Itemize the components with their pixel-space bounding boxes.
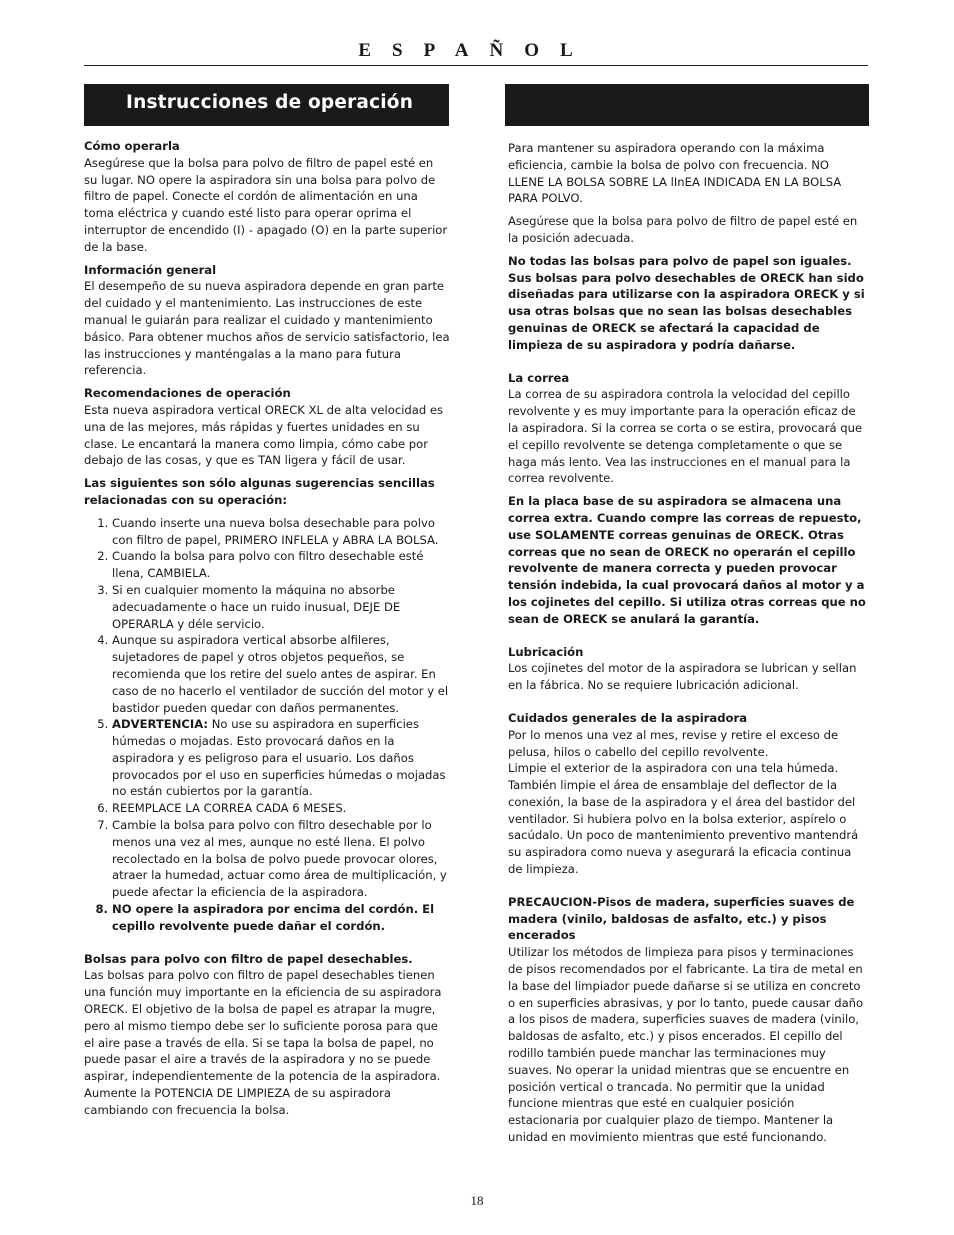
paragraph: Los cojinetes del motor de la aspiradora se lubrican y sellan en la fábrica. No se requiere lubricación adicional. xyxy=(508,661,857,693)
paragraph: Por lo menos una vez al mes, revise y retire el exceso de pelusa, hilos o cabello del cepillo revolvente. xyxy=(508,727,839,759)
heading-cuidados: Cuidados generales de la aspiradora xyxy=(508,710,748,725)
heading-recomendaciones: Recomendaciones de operación xyxy=(84,386,291,401)
list-item xyxy=(112,716,450,800)
paragraph: Para mantener su aspiradora operando con la máxima eficiencia, cambie la bolsa de polvo con frecuencia. NO LLENE LA BOLSA SOBRE LA lInEA INDICADA EN LA BOLSA PARA POLVO. xyxy=(508,141,842,206)
right-column xyxy=(508,140,868,1146)
heading-informacion-general: Información general xyxy=(84,262,217,277)
paragraph: La correa de su aspiradora controla la velocidad del cepillo revolvente y es muy importante para la operación eficaz de la aspiradora. Si la correa se corta o se estira, provocará que el cepillo revolvente se detenga completamente o que se haga más lento. Vea las instrucciones en el manual para la correa revolvente. xyxy=(508,387,863,486)
list-item: 7. Cambie la bolsa para polvo con filtro desechable por lo menos una vez al mes, aunque no esté llena. El polvo recolectado en la bolsa de polvo puede provocar olores, atraer la humedad, actuar como área de multiplicación, y puede afectar la eficiencia de la aspiradora. xyxy=(112,817,450,901)
paragraph: Esta nueva aspiradora vertical ORECK XL de alta velocidad es una de las mejores, más rápidas y fuertes unidades en su clase. Le encantará la manera como limpia, cómo cabe por debajo de las cosas, y que es TAN ligera y fácil de usar. xyxy=(84,402,444,468)
heading-lubricacion: Lubricación xyxy=(508,644,584,659)
section-title-bar-right xyxy=(505,84,869,126)
list-item: 3. Si en cualquier momento la máquina no absorbe adecuadamente o hace un ruido inusual, DEJE DE OPERARLA y déle servicio. xyxy=(112,582,450,632)
paragraph: Limpie el exterior de la aspiradora con una tela húmeda. También limpie el área de ensamblaje del deflector de la conexión, la base de la aspiradora y el área del bastidor del ventilador. Si hubiera polvo en la bolsa exterior, aspírelo o sacúdalo. Un poco de mantenimiento preventivo mantendrá su aspiradora como nueva y asegurará la eficacia continua de limpieza. xyxy=(508,761,859,877)
heading-precaucion: PRECAUCION-Pisos de madera, superficies suaves de madera (vinilo, baldosas de asfalto, etc.) y pisos encerados xyxy=(508,894,855,943)
paragraph: Asegúrese que la bolsa para polvo de filtro de papel esté en su lugar. NO opere la aspiradora sin una bolsa para polvo de filtro de papel. Conecte el cordón de alimentación en una toma eléctrica y cuando esté listo para operar oprima el interruptor de encendido (I) - apagado (O) en la parte superior de la base. xyxy=(84,155,448,254)
page-number: 18 xyxy=(470,1193,484,1208)
paragraph: Las bolsas para polvo con filtro de papel desechables tienen una función muy importante en la eficiencia de su aspiradora ORECK. El objetivo de la bolsa de papel es atrapar la mugre, pero al mismo tiempo debe ser lo suficiente porosa para que el aire pase a través de ella. Si se tapa la bolsa de papel, no puede pasar el aire a través de la aspiradora y no se puede aspirar, independientemente de la potencia de la aspiradora. Aumente la POTENCIA DE LIMPIEZA de su aspiradora cambiando con frecuencia la bolsa. xyxy=(84,968,442,1117)
list-item: 8. NO opere la aspiradora por encima del cordón. El cepillo revolvente puede dañar el cordón. xyxy=(112,901,450,935)
list-item: 1. Cuando inserte una nueva bolsa desechable para polvo con filtro de papel, PRIMERO INFLELA y ABRA LA BOLSA. xyxy=(112,515,450,549)
list-item: 6. REEMPLACE LA CORREA CADA 6 MESES. xyxy=(112,800,450,817)
language-heading: ESPAÑOL xyxy=(358,40,594,61)
heading-la-correa: La correa xyxy=(508,370,570,385)
warning-label: ADVERTENCIA: xyxy=(112,717,209,732)
heading-como-operarla: Cómo operarla xyxy=(84,139,180,153)
paragraph: Asegúrese que la bolsa para polvo de filtro de papel esté en la posición adecuada. xyxy=(508,214,858,245)
paragraph: El desempeño de su nueva aspiradora depende en gran parte del cuidado y el mantenimiento. Las instrucciones de este manual le guiarán para realizar el cuidado y mantenimiento básico. Para obtener muchos años de servicio satisfactorio, lea las instrucciones y manténgalas a la mano para futura referencia. xyxy=(84,279,450,378)
list-item: 4. Aunque su aspiradora vertical absorbe alfileres, sujetadores de papel y otros objetos pequeños, se recomienda que los retire del suelo antes de aspirar. En caso de no hacerlo el ventilador de succión del motor y el bastidor pueden quedar con daños permanentes. xyxy=(112,632,450,716)
section-title: Instrucciones de operación xyxy=(126,92,414,113)
warning-text: No use su aspiradora en superficies húmedas o mojadas. Esto provocará daños en la aspiradora y es peligroso para el usuario. Los daños provocados por el uso en superficies húmedas o mojadas no están cubiertos por la garantía. xyxy=(112,717,446,799)
left-column xyxy=(84,138,450,1119)
bold-paragraph: En la placa base de su aspiradora se almacena una correa extra. Cuando compre las correas de repuesto, use SOLAMENTE correas genuinas de ORECK. Otras correas que no sean de ORECK no operarán el cepillo revolvente de manera correcta y pueden provocar tensión indebida, la cual provocará daños al motor y a los cojinetes del cepillo. Si utiliza otras correas que no sean de ORECK se anulará la garantía. xyxy=(508,494,866,626)
paragraph: Utilizar los métodos de limpieza para pisos y terminaciones de pisos recomendados por el fabricante. La tira de metal en la base del limpiador puede dañarse si se utiliza en concreto o en superficies abrasivas, y por lo tanto, puede causar daño a los pisos de madera, superficies suaves de madera (vinilo, baldosas de asfalto, etc.) y pisos encerados. El cepillo del rodillo también puede manchar las terminaciones muy suaves. No operar la unidad mientras que se encuentre en posición vertical o trancada. No permitir que la unidad funcione mientras que esté en cualquier posición estacionaria por cualquier plazo de tiempo. Mantener la unidad en movimiento mientras que esté funcionando. xyxy=(508,945,864,1145)
heading-bolsas: Bolsas para polvo con filtro de papel desechables. xyxy=(84,951,413,966)
suggestions-list xyxy=(84,515,450,935)
section-title-bar xyxy=(84,84,449,126)
bold-paragraph: No todas las bolsas para polvo de papel son iguales. Sus bolsas para polvo desechables de ORECK han sido diseñadas para utilizarse con la aspiradora ORECK y si usa otras bolsas que no sean las bolsas desechables genuinas de ORECK se afectará la capacidad de limpieza de su aspiradora y podría dañarse. xyxy=(508,253,865,352)
heading-sugerencias: Las siguientes son sólo algunas sugerencias sencillas relacionadas con su operación: xyxy=(84,476,435,507)
list-item: 2. Cuando la bolsa para polvo con filtro desechable esté llena, CAMBIELA. xyxy=(112,548,450,582)
header-rule xyxy=(84,65,868,66)
